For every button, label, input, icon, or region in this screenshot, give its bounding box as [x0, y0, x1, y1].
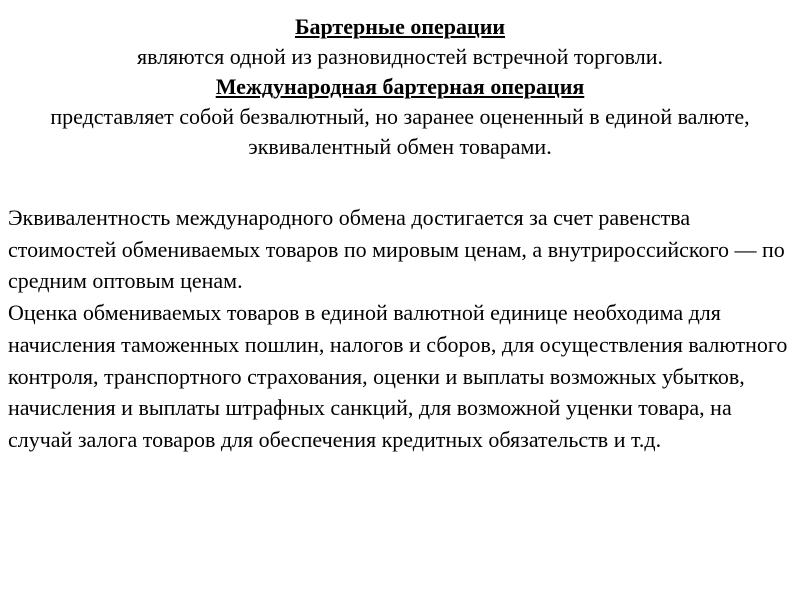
slide-heading-block — [0, 12, 800, 162]
international-barter-definition: представляет собой безвалютный, но заранее оцененный в единой валюте, эквивалентный обмен товарами. — [50, 104, 750, 159]
paragraph-equivalence: Эквивалентность международного обмена достигается за счет равенства стоимостей обмениваемых товаров по мировым ценам, а внутрироссийского — по средним оптовым ценам. — [8, 205, 785, 294]
title-barter-operations: Бартерные операции — [294, 14, 506, 39]
paragraph-valuation: Оценка обмениваемых товаров в единой валютной единице необходима для начисления таможенных пошлин, налогов и сборов, для осуществления валютного контроля, транспортного страхования, оценки и выплаты возможных убытков, начисления и выплаты штрафных санкций, для возможной уценки товара, на случай залога товаров для обеспечения кредитных обязательств и т.д. — [8, 300, 788, 452]
title-international-barter: Международная бартерная операция — [215, 74, 585, 99]
slide-body-text — [8, 202, 796, 456]
subtitle-barter-definition: являются одной из разновидностей встречной торговли. — [136, 44, 663, 69]
